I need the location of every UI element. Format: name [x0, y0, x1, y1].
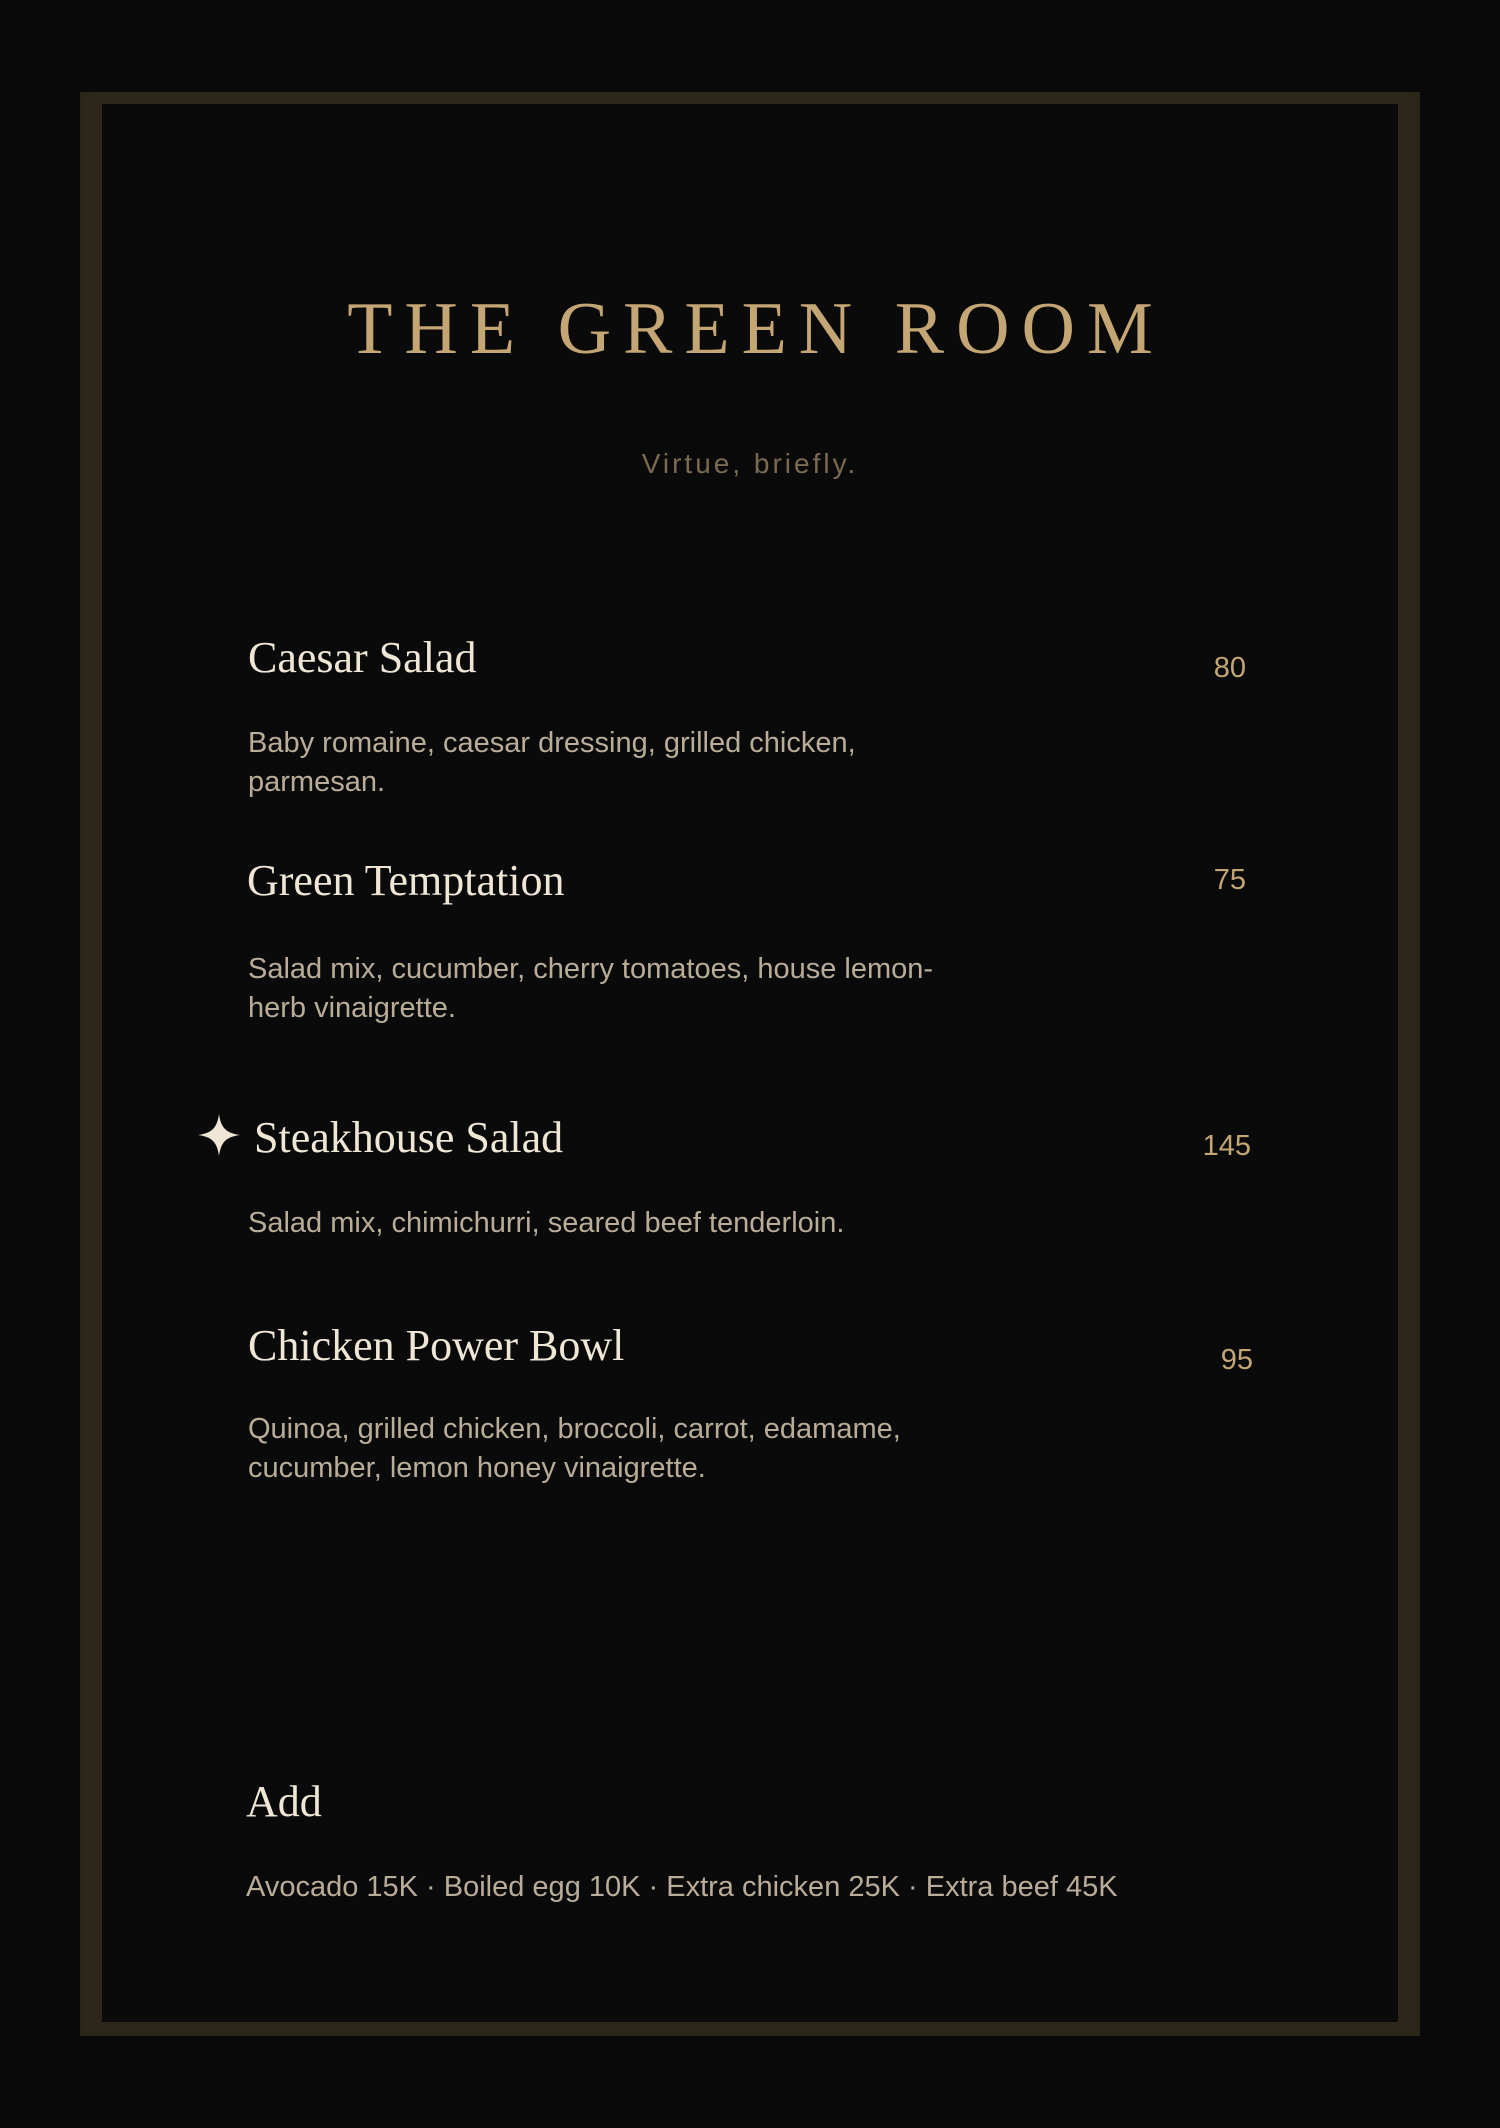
item-description: Baby romaine, caesar dressing, grilled chicken, parmesan. — [248, 727, 856, 798]
item-name: Chicken Power Bowl — [248, 1321, 625, 1370]
menu-tagline: Virtue, briefly. — [641, 448, 859, 479]
frame-border-bottom — [92, 2022, 1408, 2034]
addons-list: Avocado 15K · Boiled egg 10K · Extra chicken 25K · Extra beef 45K — [246, 1871, 1118, 1903]
frame-border-left — [82, 94, 102, 2034]
item-price: 75 — [1213, 864, 1246, 896]
menu-frame — [80, 92, 1420, 2036]
menu-title: THE GREEN ROOM — [347, 288, 1165, 370]
four-point-star-icon — [198, 1114, 240, 1156]
item-name: Green Temptation — [247, 856, 565, 905]
item-description: Salad mix, chimichurri, seared beef tenderloin. — [248, 1207, 845, 1239]
item-price: 95 — [1220, 1344, 1253, 1376]
addons-title: Add — [246, 1777, 322, 1826]
item-description: Quinoa, grilled chicken, broccoli, carrot, edamame, cucumber, lemon honey vinaigrette. — [248, 1413, 901, 1484]
item-description: Salad mix, cucumber, cherry tomatoes, house lemon-herb vinaigrette. — [248, 953, 934, 1024]
item-price: 80 — [1213, 652, 1246, 684]
item-name: Caesar Salad — [248, 633, 477, 682]
frame-border-right — [1398, 94, 1418, 2034]
item-price: 145 — [1202, 1130, 1251, 1162]
frame-border-top — [92, 92, 1408, 104]
item-name: Steakhouse Salad — [254, 1113, 564, 1162]
